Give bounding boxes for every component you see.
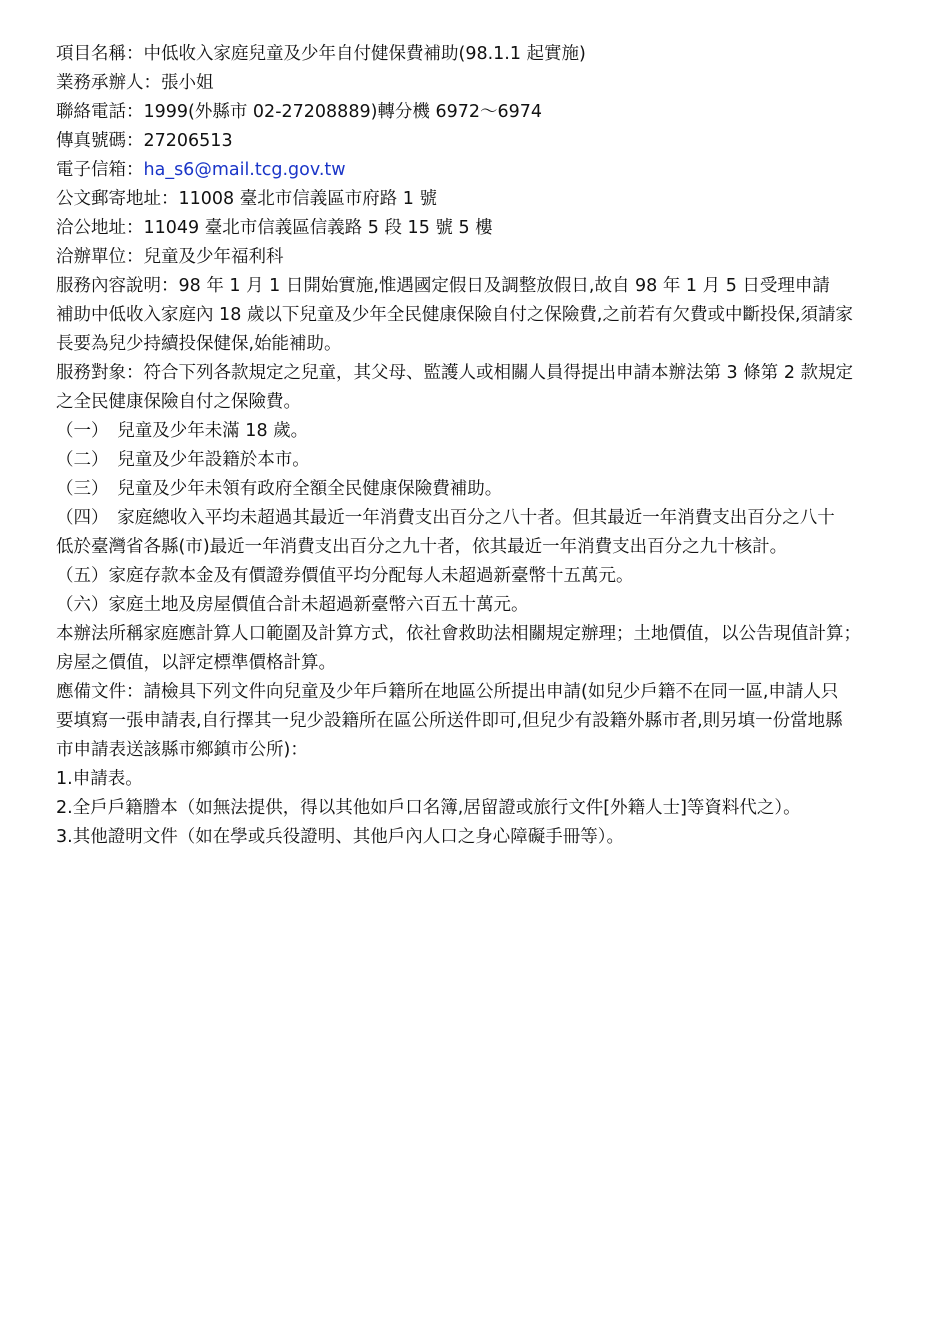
- criteria-item-5: （五）家庭存款本金及有價證券價值平均分配每人未超過新臺幣十五萬元。: [56, 566, 634, 586]
- criteria-item-4-line-1: （四） 家庭總收入平均未超過其最近一年消費支出百分之八十者。但其最近一年消費支出百分之八十: [56, 508, 835, 528]
- required-document-3: 3.其他證明文件（如在學或兵役證明、其他戶內人口之身心障礙手冊等）。: [56, 827, 624, 847]
- criteria-item-1: （一） 兒童及少年未滿 18 歲。: [56, 421, 309, 441]
- contact-person: 業務承辦人：張小姐: [56, 73, 214, 93]
- criteria-item-6: （六）家庭土地及房屋價值合計未超過新臺幣六百五十萬元。: [56, 595, 529, 615]
- required-documents-line-2: 要填寫一張申請表,自行擇其一兒少設籍所在區公所送件即可,但兒少有設籍外縣市者,則另填一份當地縣: [56, 711, 843, 731]
- document-body: [56, 40, 926, 852]
- criteria-item-4-line-2: 低於臺灣省各縣(市)最近一年消費支出百分之九十者，依其最近一年消費支出百分之九十核計。: [56, 537, 788, 557]
- calculation-note-line-2: 房屋之價值，以評定標準價格計算。: [56, 653, 336, 673]
- criteria-item-3: （三） 兒童及少年未領有政府全額全民健康保險費補助。: [56, 479, 503, 499]
- email-link[interactable]: ha_s6@mail.tcg.gov.tw: [143, 160, 346, 180]
- service-target-line-2: 之全民健康保險自付之保險費。: [56, 392, 301, 412]
- service-description-line-2: 補助中低收入家庭內 18 歲以下兒童及少年全民健康保險自付之保險費,之前若有欠費或中斷投保,須請家: [56, 305, 854, 325]
- required-document-2: 2.全戶戶籍謄本（如無法提供，得以其他如戶口名簿,居留證或旅行文件[外籍人士]等資料代之）。: [56, 798, 801, 818]
- required-document-1: 1.申請表。: [56, 769, 143, 789]
- handling-unit: 洽辦單位：兒童及少年福利科: [56, 247, 284, 267]
- calculation-note-line-1: 本辦法所稱家庭應計算人口範圍及計算方式，依社會救助法相關規定辦理；土地價值，以公告現值計算；: [56, 624, 861, 644]
- email-label: 電子信箱：: [56, 160, 144, 180]
- required-documents-line-1: 應備文件：請檢具下列文件向兒童及少年戶籍所在地區公所提出申請(如兒少戶籍不在同一區,申請人只: [56, 682, 839, 702]
- contact-phone: 聯絡電話：1999(外縣市 02-27208889)轉分機 6972〜6974: [56, 102, 543, 122]
- project-name: 項目名稱：中低收入家庭兒童及少年自付健保費補助(98.1.1 起實施): [56, 44, 586, 64]
- mail-address: 公文郵寄地址：11008 臺北市信義區市府路 1 號: [56, 189, 437, 209]
- service-target-line-1: 服務對象：符合下列各款規定之兒童，其父母、監護人或相關人員得提出申請本辦法第 3 條第 2 款規定: [56, 363, 854, 383]
- required-documents-line-3: 市申請表送該縣市鄉鎮市公所)：: [56, 740, 308, 760]
- fax-number: 傳真號碼：27206513: [56, 131, 233, 151]
- service-description-line-1: 服務內容說明：98 年 1 月 1 日開始實施,惟遇國定假日及調整放假日,故自 98 年 1 月 5 日受理申請: [56, 276, 830, 296]
- criteria-item-2: （二） 兒童及少年設籍於本市。: [56, 450, 310, 470]
- email-line: [56, 156, 926, 185]
- service-description-line-3: 長要為兒少持續投保健保,始能補助。: [56, 334, 342, 354]
- office-address: 洽公地址：11049 臺北市信義區信義路 5 段 15 號 5 樓: [56, 218, 493, 238]
